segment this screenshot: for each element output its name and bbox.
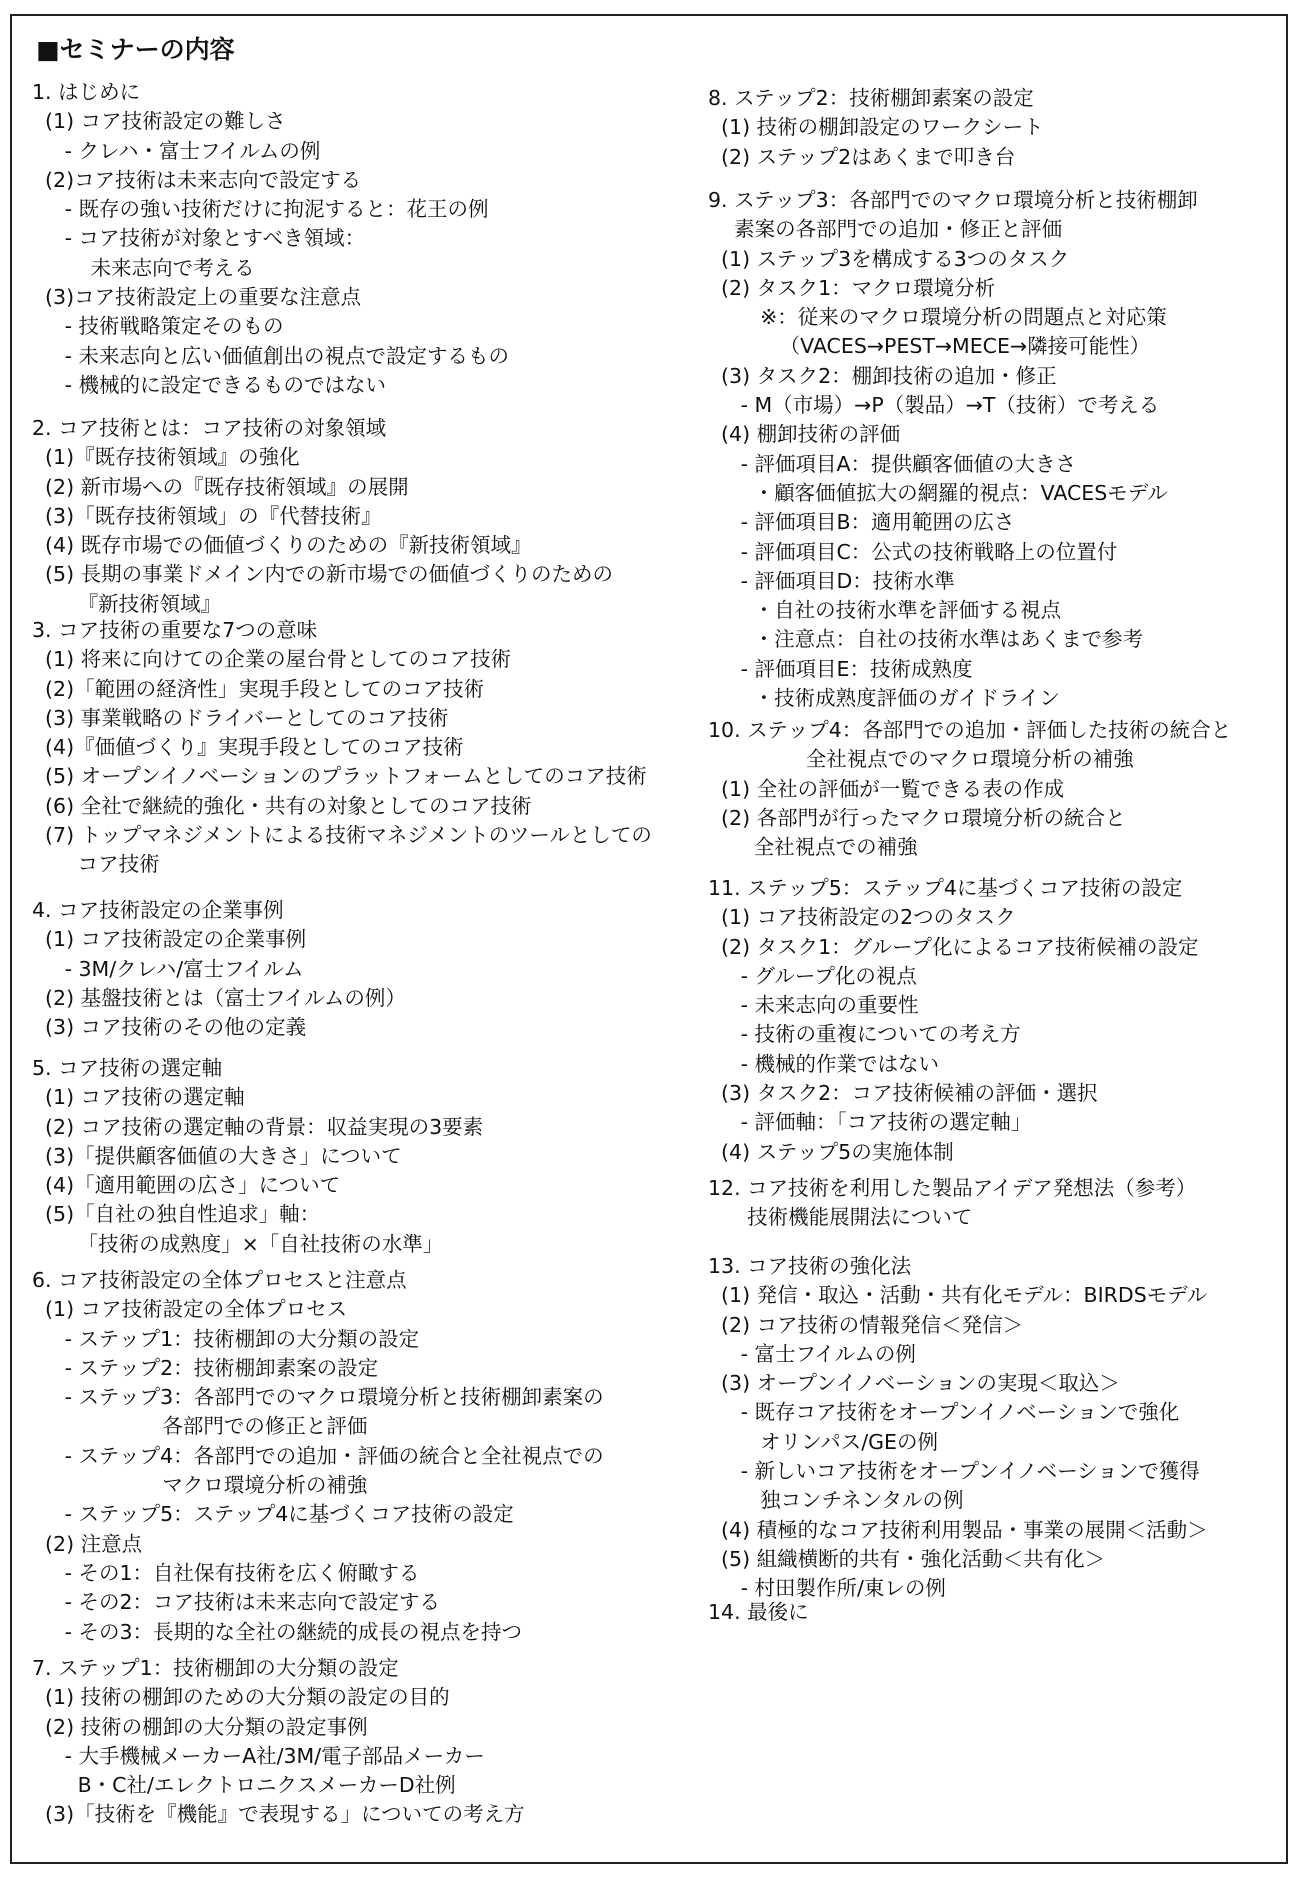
section-item: (1)『既存技術領域』の強化 bbox=[32, 445, 300, 470]
section-item: (4)『価値づくり』実現手段としてのコア技術 bbox=[32, 735, 464, 760]
section-13 bbox=[708, 1252, 1208, 1604]
section-item: (1) 技術の棚卸設定のワークシート bbox=[708, 115, 1044, 140]
section-item: - 技術の重複についての考え方 bbox=[708, 1022, 1021, 1047]
section-item: (7) トップマネジメントによる技術マネジメントのツールとしての bbox=[32, 823, 652, 848]
section-item: (1) 全社の評価が一覧できる表の作成 bbox=[708, 776, 1065, 801]
section-item: (2) 各部門が行ったマクロ環境分析の統合と bbox=[708, 805, 1126, 830]
section-heading: 9. ステップ3：各部門でのマクロ環境分析と技術棚卸 bbox=[708, 188, 1198, 212]
section-item: - ステップ1：技術棚卸の大分類の設定 bbox=[32, 1326, 420, 1351]
section-item: - 評価項目A：提供顧客価値の大きさ bbox=[708, 451, 1077, 476]
section-item: 素案の各部門での追加・修正と評価 bbox=[708, 217, 1063, 242]
section-item: 『新技術領域』 bbox=[32, 591, 222, 616]
section-item: - ステップ2：技術棚卸素案の設定 bbox=[32, 1355, 379, 1380]
section-item: 技術機能展開法について bbox=[708, 1205, 973, 1230]
section-heading: 12. コア技術を利用した製品アイデア発想法（参考） bbox=[708, 1176, 1197, 1200]
section-item: (2) ステップ2はあくまで叩き台 bbox=[708, 144, 1016, 169]
section-item: (1) コア技術設定の企業事例 bbox=[32, 927, 307, 952]
section-item: ※：従来のマクロ環境分析の問題点と対応策 bbox=[708, 305, 1167, 330]
section-item: ・顧客価値拡大の網羅的視点：VACESモデル bbox=[708, 480, 1168, 505]
section-item: (4) ステップ5の実施体制 bbox=[708, 1139, 954, 1164]
section-item: - ステップ5：ステップ4に基づくコア技術の設定 bbox=[32, 1502, 514, 1527]
section-item: (2) コア技術の選定軸の背景：収益実現の3要素 bbox=[32, 1114, 484, 1139]
section-item: (6) 全社で継続的強化・共有の対象としてのコア技術 bbox=[32, 793, 532, 818]
section-item: ・注意点：自社の技術水準はあくまで参考 bbox=[708, 627, 1144, 652]
section-item: (2) コア技術の情報発信＜発信＞ bbox=[708, 1312, 1024, 1337]
section-item: (2) 基盤技術とは（富士フイルムの例） bbox=[32, 985, 406, 1010]
section-heading: 3. コア技術の重要な7つの意味 bbox=[32, 618, 318, 642]
section-item: - 機械的作業ではない bbox=[708, 1051, 939, 1076]
section-item: (2)「範囲の経済性」実現手段としてのコア技術 bbox=[32, 676, 485, 701]
section-item: (3) オープンイノベーションの実現＜取込＞ bbox=[708, 1371, 1120, 1396]
section-item: - 既存コア技術をオープンイノベーションで強化 bbox=[708, 1400, 1180, 1425]
section-item: (2) 新市場への『既存技術領域』の展開 bbox=[32, 474, 409, 499]
section-item: - グループ化の視点 bbox=[708, 963, 917, 988]
section-heading: 10. ステップ4：各部門での追加・評価した技術の統合と bbox=[708, 718, 1232, 742]
section-item: - 評価項目D：技術水準 bbox=[708, 568, 955, 593]
section-3 bbox=[32, 616, 652, 880]
section-8 bbox=[708, 84, 1044, 172]
section-item: 独コンチネンタルの例 bbox=[708, 1488, 964, 1513]
section-item: (2) タスク1：グループ化によるコア技術候補の設定 bbox=[708, 934, 1199, 959]
section-item: 未来志向で考える bbox=[32, 255, 255, 280]
section-item: (3)「技術を『機能』で表現する」についての考え方 bbox=[32, 1802, 525, 1827]
section-heading: 2. コア技術とは：コア技術の対象領域 bbox=[32, 416, 387, 440]
page-title: ■セミナーの内容 bbox=[36, 35, 235, 64]
section-item: (5) オープンイノベーションのプラットフォームとしてのコア技術 bbox=[32, 764, 647, 789]
section-item: (5) 組織横断的共有・強化活動＜共有化＞ bbox=[708, 1546, 1106, 1571]
section-4 bbox=[32, 896, 406, 1042]
section-9 bbox=[708, 186, 1198, 713]
section-item: - 未来志向の重要性 bbox=[708, 993, 919, 1018]
section-item: (3)「既存技術領域」の『代替技術』 bbox=[32, 503, 382, 528]
section-item: (1) コア技術設定の2つのタスク bbox=[708, 905, 1016, 930]
section-item: マクロ環境分析の補強 bbox=[32, 1473, 368, 1498]
section-10 bbox=[708, 716, 1231, 862]
section-heading: 1. はじめに bbox=[32, 80, 141, 104]
section-heading: 4. コア技術設定の企業事例 bbox=[32, 898, 284, 922]
section-item: - ステップ3：各部門でのマクロ環境分析と技術棚卸素案の bbox=[32, 1385, 604, 1410]
section-item: (1) 将来に向けての企業の屋台骨としてのコア技術 bbox=[32, 647, 512, 672]
section-heading: 11. ステップ5：ステップ4に基づくコア技術の設定 bbox=[708, 876, 1183, 900]
section-item: (2) 注意点 bbox=[32, 1531, 143, 1556]
section-item: (4)「適用範囲の広さ」について bbox=[32, 1173, 341, 1198]
section-item: - 技術戦略策定そのもの bbox=[32, 314, 284, 339]
section-item: (4) 棚卸技術の評価 bbox=[708, 422, 901, 447]
section-item: - 新しいコア技術をオープンイノベーションで獲得 bbox=[708, 1459, 1200, 1484]
section-item: - 3M/クレハ/富士フイルム bbox=[32, 956, 304, 981]
section-heading: 7. ステップ1：技術棚卸の大分類の設定 bbox=[32, 1656, 399, 1680]
section-item: オリンパス/GEの例 bbox=[708, 1429, 938, 1454]
section-item: - 機械的に設定できるものではない bbox=[32, 372, 386, 397]
section-item: 全社視点での補強 bbox=[708, 835, 918, 860]
section-item: 各部門での修正と評価 bbox=[32, 1414, 368, 1439]
section-item: - 評価項目B：適用範囲の広さ bbox=[708, 510, 1015, 535]
section-item: (3) タスク2：コア技術候補の評価・選択 bbox=[708, 1081, 1098, 1106]
section-item: - 既存の強い技術だけに拘泥すると：花王の例 bbox=[32, 197, 489, 222]
section-heading: 14. 最後に bbox=[708, 1600, 809, 1624]
section-item: B・C社/エレクトロニクスメーカーD社例 bbox=[32, 1773, 456, 1798]
section-item: (1) ステップ3を構成する3つのタスク bbox=[708, 246, 1070, 271]
section-14 bbox=[708, 1598, 809, 1627]
section-item: (5) 長期の事業ドメイン内での新市場での価値づくりのための bbox=[32, 562, 613, 587]
section-item: - その3：長期的な全社の継続的成長の視点を持つ bbox=[32, 1619, 523, 1644]
section-item: - 評価項目C：公式の技術戦略上の位置付 bbox=[708, 539, 1118, 564]
section-item: (1) 発信・取込・活動・共有化モデル：BIRDSモデル bbox=[708, 1283, 1208, 1308]
section-item: - 富士フイルムの例 bbox=[708, 1341, 916, 1366]
section-item: (3)「提供顧客価値の大きさ」について bbox=[32, 1143, 402, 1168]
section-item: (3) 事業戦略のドライバーとしてのコア技術 bbox=[32, 705, 449, 730]
section-1 bbox=[32, 78, 509, 400]
section-item: (2) タスク1：マクロ環境分析 bbox=[708, 275, 996, 300]
section-6 bbox=[32, 1266, 604, 1647]
section-heading: 6. コア技術設定の全体プロセスと注意点 bbox=[32, 1268, 407, 1292]
section-item: 「技術の成熟度」×「自社技術の水準」 bbox=[32, 1231, 444, 1256]
section-2 bbox=[32, 414, 613, 619]
section-item: コア技術 bbox=[32, 852, 160, 877]
section-item: - 大手機械メーカーA社/3M/電子部品メーカー bbox=[32, 1743, 485, 1768]
section-item: - クレハ・富士フイルムの例 bbox=[32, 138, 321, 163]
section-item: (2)コア技術は未来志向で設定する bbox=[32, 167, 362, 192]
section-item: (5)「自社の独自性追求」軸： bbox=[32, 1202, 321, 1227]
section-11 bbox=[708, 874, 1199, 1167]
section-item: 全社視点でのマクロ環境分析の補強 bbox=[708, 747, 1134, 772]
section-item: (4) 積極的なコア技術利用製品・事業の展開＜活動＞ bbox=[708, 1517, 1208, 1542]
section-heading: 5. コア技術の選定軸 bbox=[32, 1056, 223, 1080]
section-item: - コア技術が対象とすべき領域： bbox=[32, 226, 366, 251]
section-item: (1) コア技術設定の難しさ bbox=[32, 109, 286, 134]
section-heading: 8. ステップ2：技術棚卸素案の設定 bbox=[708, 86, 1034, 110]
section-item: (3) コア技術のその他の定義 bbox=[32, 1015, 307, 1040]
section-item: (1) コア技術の選定軸 bbox=[32, 1085, 245, 1110]
section-item: - 評価項目E：技術成熟度 bbox=[708, 656, 973, 681]
section-item: - その1：自社保有技術を広く俯瞰する bbox=[32, 1560, 420, 1585]
section-7 bbox=[32, 1654, 525, 1830]
section-item: - M（市場）→P（製品）→T（技術）で考える bbox=[708, 393, 1160, 418]
section-item: (1) コア技術設定の全体プロセス bbox=[32, 1297, 348, 1322]
section-5 bbox=[32, 1054, 483, 1259]
section-item: - 評価軸：「コア技術の選定軸」 bbox=[708, 1110, 1032, 1135]
section-item: (4) 既存市場での価値づくりのための『新技術領域』 bbox=[32, 533, 532, 558]
section-item: (2) 技術の棚卸の大分類の設定事例 bbox=[32, 1714, 368, 1739]
section-item: - 村田製作所/東レの例 bbox=[708, 1576, 946, 1601]
section-item: ・技術成熟度評価のガイドライン bbox=[708, 686, 1060, 711]
section-item: (3)コア技術設定上の重要な注意点 bbox=[32, 285, 362, 310]
section-heading: 13. コア技術の強化法 bbox=[708, 1254, 912, 1278]
section-item: - 未来志向と広い価値創出の視点で設定するもの bbox=[32, 343, 509, 368]
section-item: - その2：コア技術は未来志向で設定する bbox=[32, 1590, 441, 1615]
section-item: - ステップ4：各部門での追加・評価の統合と全社視点での bbox=[32, 1443, 604, 1468]
section-item: (3) タスク2：棚卸技術の追加・修正 bbox=[708, 363, 1057, 388]
section-item: （VACES→PEST→MECE→隣接可能性） bbox=[708, 334, 1151, 359]
section-item: ・自社の技術水準を評価する視点 bbox=[708, 598, 1062, 623]
section-item: (1) 技術の棚卸のための大分類の設定の目的 bbox=[32, 1685, 450, 1710]
section-12 bbox=[708, 1174, 1196, 1233]
seminar-content-frame bbox=[10, 14, 1288, 1864]
